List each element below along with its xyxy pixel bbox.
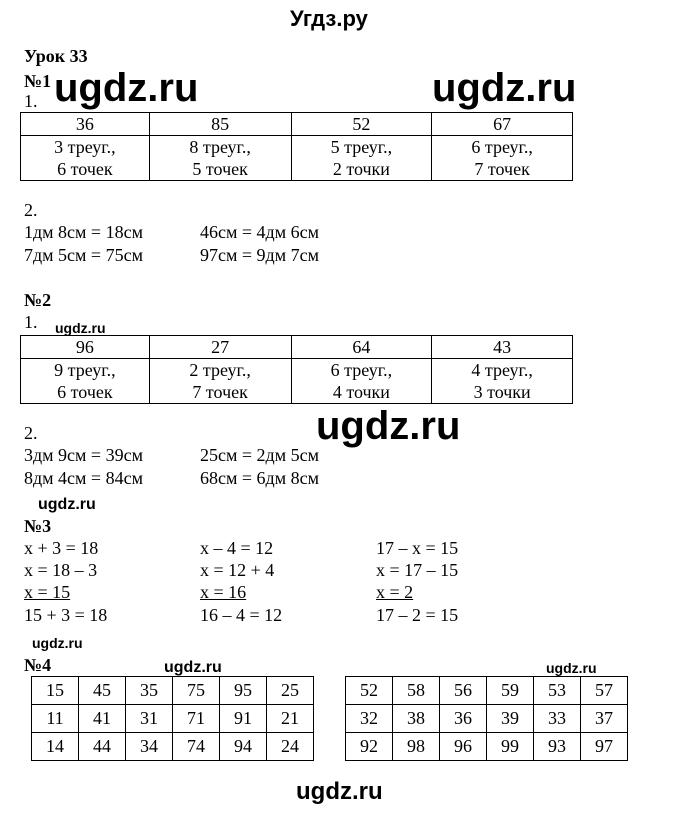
cell-line: 9 треуг., [54,360,116,380]
watermark: ugdz.ru [55,320,106,336]
grid-cell: 41 [79,705,126,733]
watermark: ugdz.ru [38,496,96,513]
grid-cell: 21 [267,705,314,733]
watermark: ugdz.ru [54,66,199,110]
table-cell [432,359,573,404]
table-cell [149,136,291,181]
grid-cell: 91 [220,705,267,733]
grid-cell: 34 [126,733,173,761]
table-row [346,677,628,705]
footer-watermark: ugdz.ru [296,778,383,805]
task2-sub2-label: 2. [24,423,38,443]
table-cell [291,359,432,404]
watermark: ugdz.ru [432,66,577,110]
cell-line: 7 точек [192,382,248,402]
grid-cell: 39 [487,705,534,733]
table-row [32,733,314,761]
cell-line: 6 точек [57,159,113,179]
equation: 46см = 4дм 6см [200,222,319,242]
grid-cell: 14 [32,733,79,761]
task2-table [20,335,573,404]
grid-cell: 31 [126,705,173,733]
table-cell [21,359,150,404]
equation: 3дм 9см = 39см [24,445,143,465]
cell-line: 6 треуг., [471,137,533,157]
equation-answer: x = 2 [376,582,414,602]
grid-cell: 25 [267,677,314,705]
table-row [21,136,573,181]
grid-cell: 56 [440,677,487,705]
table-row [346,733,628,761]
watermark: ugdz.ru [164,659,222,676]
table-cell: 96 [21,336,150,359]
equation: 25см = 2дм 5см [200,445,319,465]
grid-cell: 36 [440,705,487,733]
cell-line: 7 точек [474,159,530,179]
equation-check: 15 + 3 = 18 [24,605,108,625]
table-row [32,677,314,705]
cell-line: 6 точек [57,382,113,402]
table-row [346,705,628,733]
cell-line: 8 треуг., [189,137,251,157]
table-cell [291,136,432,181]
task3-label: №3 [24,516,52,536]
table-cell: 43 [432,336,573,359]
grid-cell: 71 [173,705,220,733]
equation: 17 – x = 15 [376,538,459,558]
table-cell [432,136,573,181]
task1-sub2-label: 2. [24,200,38,220]
task2-sub1-label: 1. [24,312,38,332]
equation: 7дм 5см = 75см [24,245,143,265]
grid-cell: 99 [487,733,534,761]
table-cell [21,136,150,181]
watermark: ugdz.ru [546,660,597,676]
equation: x = 17 – 15 [376,560,459,580]
task4-grid-left [31,676,314,761]
grid-cell: 11 [32,705,79,733]
cell-line: 2 треуг., [189,360,251,380]
equation-check: 16 – 4 = 12 [200,605,283,625]
equation: 1дм 8см = 18см [24,222,143,242]
equation-answer: x = 15 [24,582,71,602]
grid-cell: 24 [267,733,314,761]
grid-cell: 92 [346,733,393,761]
equation: x = 12 + 4 [200,560,275,580]
site-title[interactable]: Угдз.ру [290,6,368,31]
grid-cell: 44 [79,733,126,761]
table-cell: 85 [149,113,291,136]
grid-cell: 15 [32,677,79,705]
cell-line: 5 треуг., [330,137,393,157]
equation: x – 4 = 12 [200,538,274,558]
table-row [21,359,573,404]
grid-cell: 94 [220,733,267,761]
task1-table [20,112,573,181]
grid-cell: 98 [393,733,440,761]
grid-cell: 59 [487,677,534,705]
grid-cell: 93 [534,733,581,761]
equation: x = 18 – 3 [24,560,98,580]
task4-label: №4 [24,655,52,675]
task1-label: №1 [24,71,52,91]
cell-line: 5 точек [192,159,248,179]
task4-grid-right [345,676,628,761]
grid-cell: 33 [534,705,581,733]
watermark: ugdz.ru [32,635,83,651]
grid-cell: 75 [173,677,220,705]
equation: 8дм 4см = 84см [24,468,143,488]
grid-cell: 95 [220,677,267,705]
grid-cell: 74 [173,733,220,761]
grid-cell: 57 [581,677,628,705]
grid-cell: 52 [346,677,393,705]
table-row [21,113,573,136]
grid-cell: 53 [534,677,581,705]
grid-cell: 37 [581,705,628,733]
cell-line: 6 треуг., [330,360,393,380]
cell-line: 4 треуг., [471,360,533,380]
grid-cell: 32 [346,705,393,733]
cell-line: 3 треуг., [54,137,116,157]
lesson-title: Урок 33 [24,46,88,66]
table-cell: 67 [432,113,573,136]
grid-cell: 97 [581,733,628,761]
table-cell: 36 [21,113,150,136]
grid-cell: 96 [440,733,487,761]
equation-check: 17 – 2 = 15 [376,605,459,625]
grid-cell: 38 [393,705,440,733]
table-cell: 27 [149,336,291,359]
equation-answer: x = 16 [200,582,247,602]
cell-line: 2 точки [332,159,390,179]
equation: x + 3 = 18 [24,538,99,558]
task1-sub1-label: 1. [24,91,38,111]
watermark: ugdz.ru [316,404,461,448]
grid-cell: 45 [79,677,126,705]
equation: 68см = 6дм 8см [200,468,319,488]
grid-cell: 58 [393,677,440,705]
task2-label: №2 [24,290,52,310]
cell-line: 4 точки [332,382,390,402]
grid-cell: 35 [126,677,173,705]
table-row [32,705,314,733]
table-cell: 52 [291,113,432,136]
cell-line: 3 точки [473,382,531,402]
equation: 97см = 9дм 7см [200,245,319,265]
table-cell [149,359,291,404]
table-cell: 64 [291,336,432,359]
table-row [21,336,573,359]
